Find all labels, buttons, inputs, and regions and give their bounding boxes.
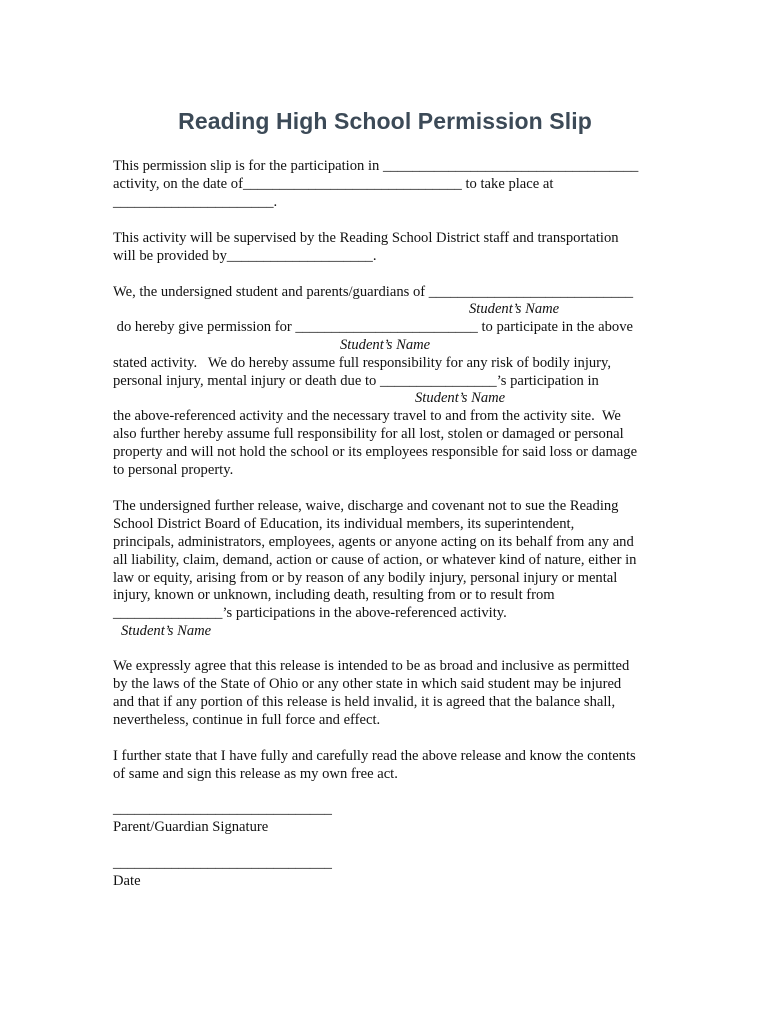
agreement-line-4: nevertheless, continue in full force and effect. <box>113 712 381 728</box>
statement-line-2: of same and sign this release as my own free act. <box>113 766 398 782</box>
student-name-caption: Student’s Name <box>469 301 560 317</box>
date-line[interactable]: ______________________________ <box>113 855 332 871</box>
release-line-7: _______________’s participations in the above-referenced activity. <box>113 605 507 621</box>
supervision-line-1: This activity will be supervised by the Reading School District staff and transportation <box>113 230 619 246</box>
supervision-line-2: will be provided by____________________. <box>113 248 377 264</box>
intro-line-3: ______________________. <box>113 194 278 210</box>
student-name-caption: Student’s Name <box>415 390 506 406</box>
consent-line-7: property and will not hold the school or its employees responsible for said loss or damage <box>113 444 638 460</box>
consent-line-3: stated activity. We do hereby assume full responsibility for any risk of bodily injury, <box>113 355 612 371</box>
student-name-caption: Student’s Name <box>340 337 431 353</box>
consent-line-4: personal injury, mental injury or death due to ________________’s participation in <box>113 373 599 389</box>
release-line-6: injury, known or unknown, including death, resulting from or to result from <box>113 587 555 603</box>
signature-label: Parent/Guardian Signature <box>113 819 269 835</box>
consent-line-1: We, the undersigned student and parents/guardians of ____________________________ <box>113 284 634 300</box>
release-line-1: The undersigned further release, waive, discharge and covenant not to sue the Reading <box>113 498 619 514</box>
consent-line-5: the above-referenced activity and the necessary travel to and from the activity site. We <box>113 408 621 424</box>
consent-line-2: do hereby give permission for _________________________ to participate in the above <box>113 319 634 335</box>
intro-line-2: activity, on the date of______________________________ to take place at <box>113 176 554 192</box>
agreement-line-1: We expressly agree that this release is intended to be as broad and inclusive as permitted <box>113 658 630 674</box>
signature-line[interactable]: ______________________________ <box>113 801 332 817</box>
release-line-5: law or equity, arising from or by reason of any bodily injury, personal injury or mental <box>113 570 618 586</box>
statement-line-1: I further state that I have fully and carefully read the above release and know the contents <box>113 748 636 764</box>
intro-line-1: This permission slip is for the participation in ___________________________________ <box>113 158 639 174</box>
release-line-2: School District Board of Education, its individual members, its superintendent, <box>113 516 575 532</box>
agreement-line-3: and that if any portion of this release is held invalid, it is agreed that the balance shall, <box>113 694 616 710</box>
consent-line-8: to personal property. <box>113 462 234 478</box>
agreement-line-2: by the laws of the State of Ohio or any other state in which said student may be injured <box>113 676 622 692</box>
date-label: Date <box>113 873 141 889</box>
student-name-caption: Student’s Name <box>121 623 212 639</box>
release-line-3: principals, administrators, employees, agents or anyone acting on its behalf from any and <box>113 534 634 550</box>
release-line-4: all liability, claim, demand, action or cause of action, or whatever kind of nature, either in <box>113 552 637 568</box>
document-title: Reading High School Permission Slip <box>178 108 592 134</box>
consent-line-6: also further hereby assume full responsibility for all lost, stolen or damaged or personal <box>113 426 624 442</box>
